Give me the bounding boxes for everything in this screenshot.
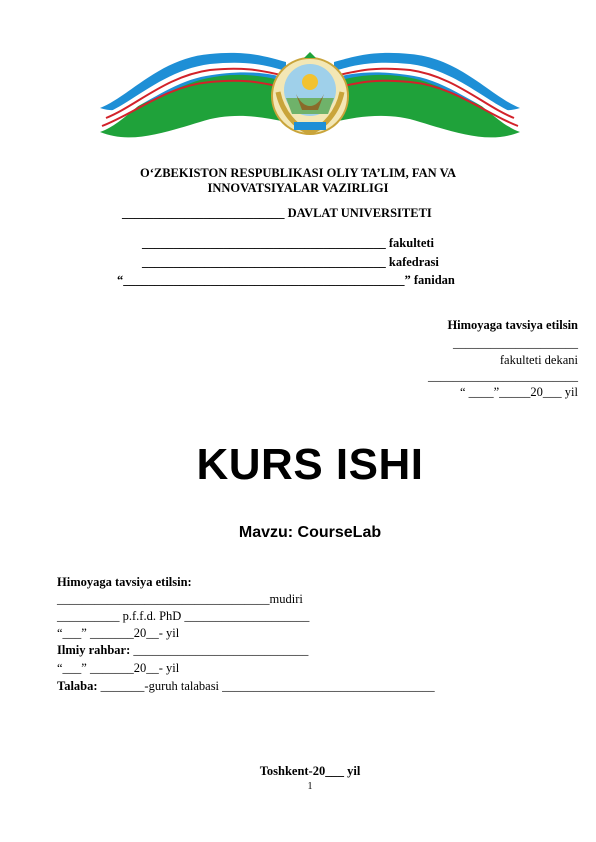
faculty-line: _______________________________________ fakulteti xyxy=(142,236,435,250)
dean-label: fakulteti dekani xyxy=(499,353,578,367)
city-year: Toshkent-20___ yil xyxy=(259,764,361,778)
ministry-line-1: O‘ZBEKISTON RESPUBLIKASI OLIY TA’LIM, FAN VA xyxy=(139,166,457,180)
approval-line-2: ________________________ xyxy=(428,369,578,383)
university-line: __________________________ DAVLAT UNIVERSITETI xyxy=(122,206,432,220)
department-line: _______________________________________ kafedrasi xyxy=(142,255,439,269)
student-line: _______-guruh talabasi __________________________________ xyxy=(97,679,435,693)
supervisor-row xyxy=(57,643,308,658)
left-flag-image xyxy=(100,53,286,138)
defense-label: Himoyaga tavsiya etilsin: xyxy=(57,575,192,589)
degree-line: __________ p.f.f.d. PhD ____________________ xyxy=(57,609,310,623)
date-line-2: “___” _______20__- yil xyxy=(57,661,180,675)
head-line: __________________________________mudiri xyxy=(57,592,303,606)
approval-title: Himoyaga tavsiya etilsin xyxy=(447,318,578,332)
subject-line: “_____________________________________________” fanidan xyxy=(117,273,455,287)
topic-line: Mavzu: CourseLab xyxy=(238,524,382,541)
state-emblem-with-flags-image xyxy=(100,52,520,138)
ministry-line-2: INNOVATSIYALAR VAZIRLIGI xyxy=(207,181,389,195)
approval-date: “ ____”_____20___ yil xyxy=(459,385,578,399)
date-line-1: “___” _______20__- yil xyxy=(57,626,180,640)
supervisor-label: Ilmiy rahbar: xyxy=(57,643,131,657)
approval-line-1: ____________________ xyxy=(453,336,578,350)
right-flag-image xyxy=(334,53,520,138)
page-number: 1 xyxy=(307,781,313,792)
student-row xyxy=(57,679,435,694)
document-title: KURS ISHI xyxy=(196,440,424,489)
student-label: Talaba: xyxy=(57,679,98,693)
supervisor-line: ____________________________ xyxy=(130,643,309,657)
